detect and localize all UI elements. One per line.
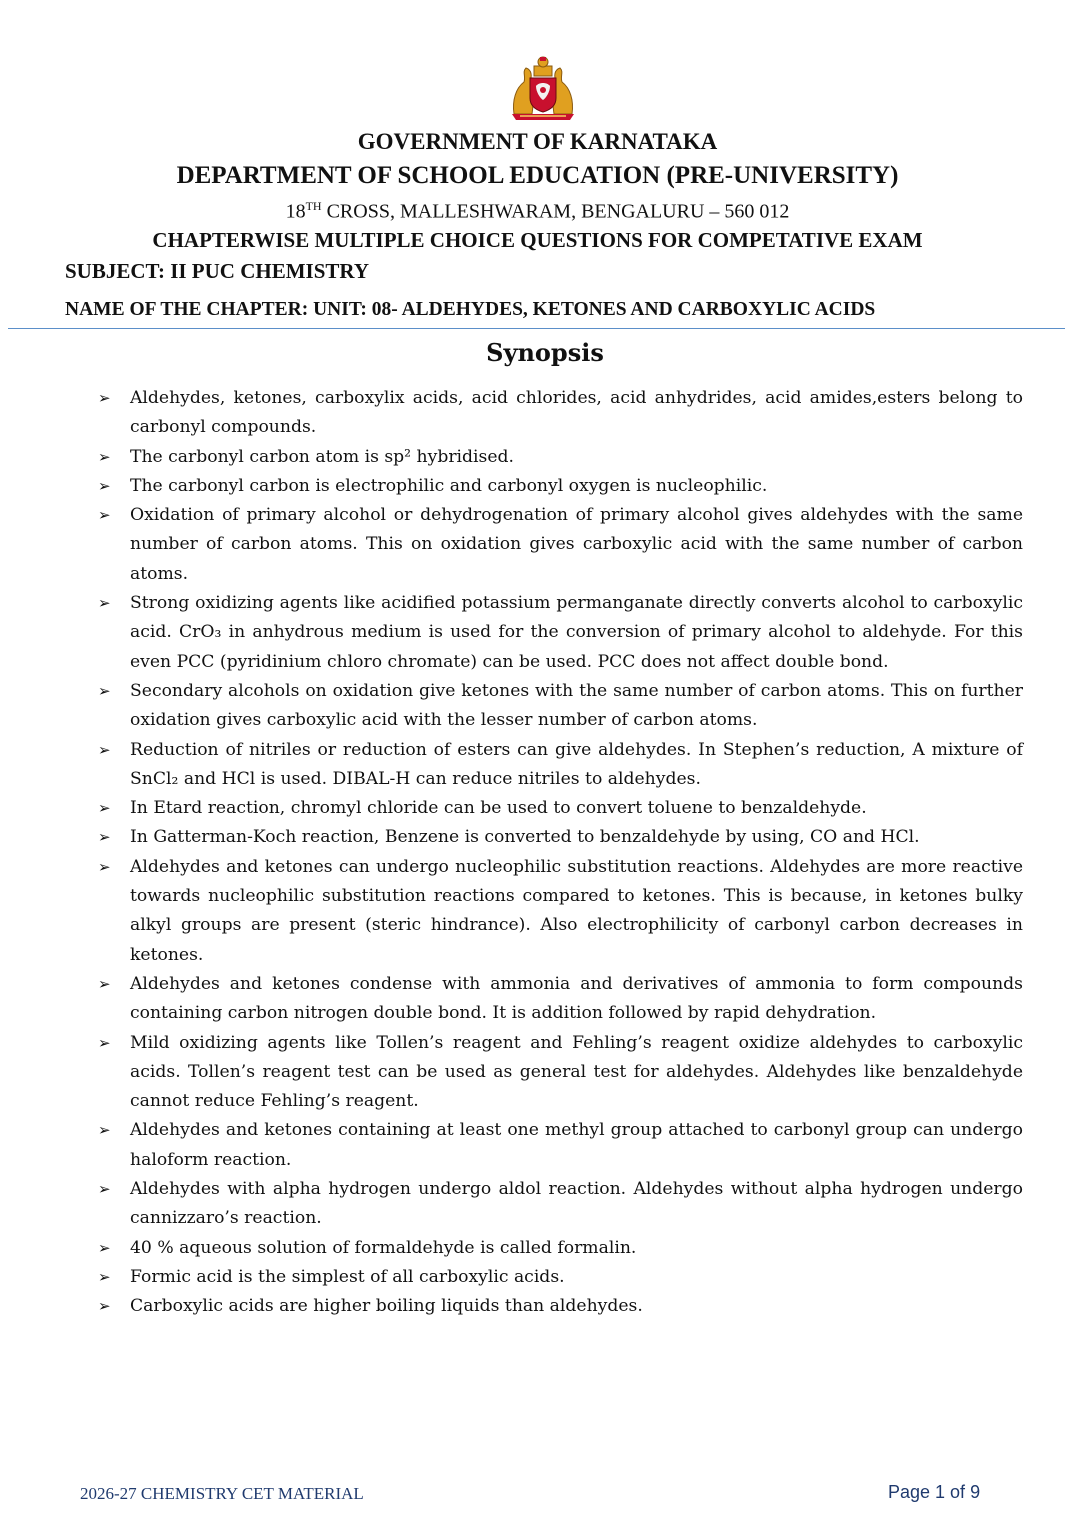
arrow-bullet-icon: ➢ bbox=[98, 740, 111, 759]
arrow-bullet-icon: ➢ bbox=[98, 799, 111, 818]
department-title: DEPARTMENT OF SCHOOL EDUCATION (PRE-UNIVERSITY) bbox=[176, 162, 899, 189]
list-item-text: Aldehydes and ketones can undergo nucleophilic substitution reactions. Aldehydes are more reactive towards nucleophilic substitution reactions compared to ketones. This is because, in ketones bulky alkyl groups are present (steric hindrance). Also electrophilicity of carbonyl carbon decreases in ketones. bbox=[130, 856, 1023, 965]
arrow-bullet-icon: ➢ bbox=[98, 1180, 111, 1199]
arrow-bullet-icon: ➢ bbox=[98, 1033, 111, 1052]
list-item-text: Carboxylic acids are higher boiling liquids than aldehydes. bbox=[130, 1296, 643, 1317]
list-item-text: Mild oxidizing agents like Tollen’s reagent and Fehling’s reagent oxidize aldehydes to carboxylic acids. Tollen’s reagent test can be used as general test for aldehydes. Aldehydes like benzaldehyde cannot reduce Fehling’s reagent. bbox=[130, 1032, 1023, 1112]
address-text: CROSS, MALLESHWARAM, BENGALURU – 560 012 bbox=[321, 200, 790, 223]
list-item bbox=[98, 501, 1023, 589]
arrow-bullet-icon: ➢ bbox=[98, 974, 111, 993]
list-item-text: In Gatterman-Koch reaction, Benzene is converted to benzaldehyde by using, CO and HCl. bbox=[130, 827, 920, 848]
karnataka-state-emblem-icon bbox=[506, 54, 580, 120]
list-item-text: The carbonyl carbon is electrophilic and carbonyl oxygen is nucleophilic. bbox=[130, 475, 768, 496]
arrow-bullet-icon: ➢ bbox=[98, 476, 111, 495]
arrow-bullet-icon: ➢ bbox=[98, 447, 111, 466]
arrow-bullet-icon: ➢ bbox=[98, 1121, 111, 1140]
list-item bbox=[98, 853, 1023, 970]
header-divider bbox=[8, 328, 1065, 329]
address-number: 18 bbox=[285, 200, 306, 223]
synopsis-heading: Synopsis bbox=[486, 338, 604, 367]
address-superscript: TH bbox=[305, 199, 322, 213]
list-item-text: In Etard reaction, chromyl chloride can be used to convert toluene to benzaldehyde. bbox=[130, 798, 867, 819]
arrow-bullet-icon: ➢ bbox=[98, 1238, 111, 1257]
chapter-label: NAME OF THE CHAPTER: UNIT: 08- ALDEHYDES, KETONES AND CARBOXYLIC ACIDS bbox=[65, 299, 876, 320]
synopsis-list bbox=[98, 384, 1023, 1322]
list-item-text: Aldehydes and ketones condense with ammonia and derivatives of ammonia to form compounds containing carbon nitrogen double bond. It is addition followed by rapid dehydration. bbox=[130, 973, 1023, 1024]
list-item bbox=[98, 736, 1023, 795]
arrow-bullet-icon: ➢ bbox=[98, 594, 111, 613]
department-address bbox=[0, 199, 1075, 224]
list-item-text: Strong oxidizing agents like acidified potassium permanganate directly converts alcohol to carboxylic acid. CrO₃ in anhydrous medium is used for the conversion of primary alcohol to aldehyde. For this even PCC (pyridinium chloro chromate) can be used. PCC does not affect double bond. bbox=[130, 593, 1023, 672]
list-item bbox=[98, 823, 1023, 852]
list-item-text: Secondary alcohols on oxidation give ketones with the same number of carbon atoms. This on further oxidation gives carboxylic acid with the lesser number of carbon atoms. bbox=[130, 680, 1023, 731]
exam-title: CHAPTERWISE MULTIPLE CHOICE QUESTIONS FOR COMPETATIVE EXAM bbox=[152, 228, 923, 252]
list-item bbox=[98, 970, 1023, 1029]
list-item bbox=[98, 1175, 1023, 1234]
arrow-bullet-icon: ➢ bbox=[98, 828, 111, 847]
list-item bbox=[98, 384, 1023, 443]
list-item bbox=[98, 1116, 1023, 1175]
list-item bbox=[98, 1029, 1023, 1117]
list-item bbox=[98, 1292, 1023, 1321]
list-item-text: Aldehydes with alpha hydrogen undergo aldol reaction. Aldehydes without alpha hydrogen undergo cannizzaro’s reaction. bbox=[130, 1179, 1023, 1229]
arrow-bullet-icon: ➢ bbox=[98, 681, 111, 700]
list-item-text: The carbonyl carbon atom is sp² hybridised. bbox=[130, 446, 514, 467]
arrow-bullet-icon: ➢ bbox=[98, 506, 111, 525]
arrow-bullet-icon: ➢ bbox=[98, 857, 111, 876]
list-item-text: Formic acid is the simplest of all carboxylic acids. bbox=[130, 1266, 565, 1287]
list-item bbox=[98, 1234, 1023, 1263]
list-item bbox=[98, 443, 1023, 472]
list-item bbox=[98, 472, 1023, 501]
list-item bbox=[98, 1263, 1023, 1292]
list-item-text: Aldehydes and ketones containing at least one methyl group attached to carbonyl group can undergo haloform reaction. bbox=[130, 1120, 1023, 1170]
footer-material: 2026-27 CHEMISTRY CET MATERIAL bbox=[80, 1484, 364, 1503]
list-item-text: Aldehydes, ketones, carboxylix acids, acid chlorides, acid anhydrides, acid amides,esters belong to carbonyl compounds. bbox=[130, 388, 1023, 438]
list-item-text: 40 % aqueous solution of formaldehyde is called formalin. bbox=[130, 1237, 637, 1258]
subject-label: SUBJECT: II PUC CHEMISTRY bbox=[65, 259, 369, 283]
government-title: GOVERNMENT OF KARNATAKA bbox=[357, 129, 718, 154]
list-item bbox=[98, 794, 1023, 823]
list-item bbox=[98, 589, 1023, 677]
arrow-bullet-icon: ➢ bbox=[98, 1267, 111, 1286]
list-item bbox=[98, 677, 1023, 736]
list-item-text: Oxidation of primary alcohol or dehydrogenation of primary alcohol gives aldehydes with the same number of carbon atoms. This on oxidation gives carboxylic acid with the same number of carbon atoms. bbox=[130, 505, 1023, 584]
arrow-bullet-icon: ➢ bbox=[98, 389, 111, 407]
list-item-text: Reduction of nitriles or reduction of esters can give aldehydes. In Stephen’s reduction, A mixture of SnCl₂ and HCl is used. DIBAL-H can reduce nitriles to aldehydes. bbox=[130, 739, 1023, 789]
arrow-bullet-icon: ➢ bbox=[98, 1297, 111, 1316]
footer-page-number: Page 1 of 9 bbox=[888, 1482, 981, 1502]
